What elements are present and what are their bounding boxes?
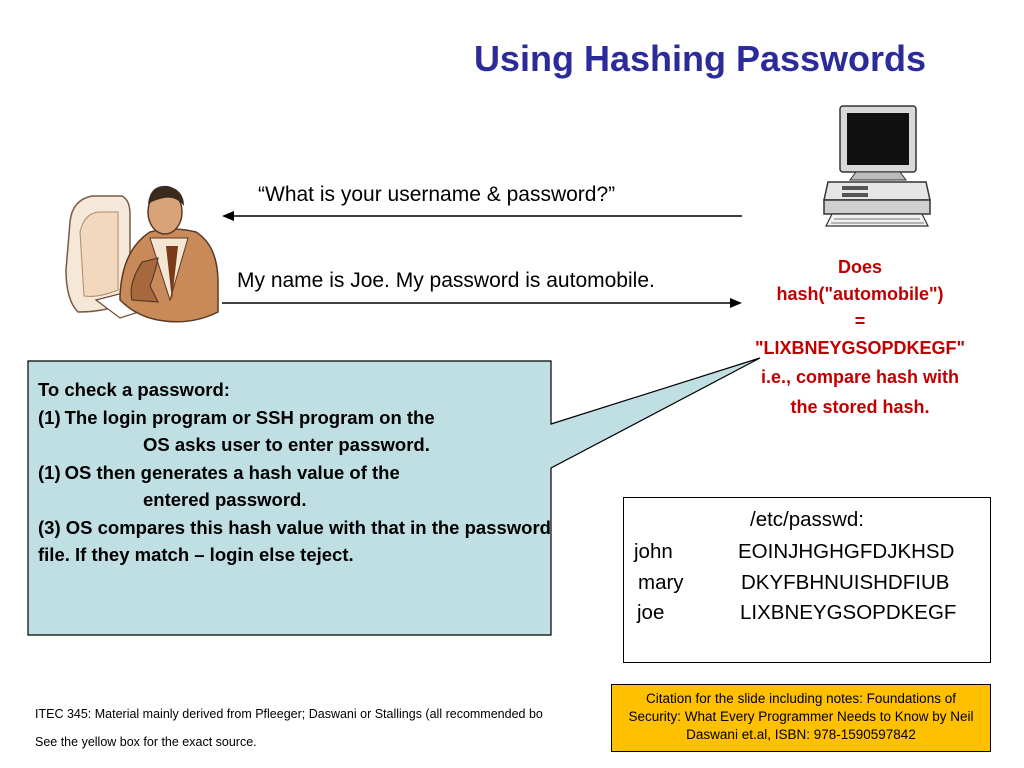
answer-arrow — [222, 298, 742, 308]
check-line-2: hash("automobile") — [776, 284, 944, 304]
question-arrow — [222, 211, 742, 221]
callout-heading: To check a password: — [38, 379, 230, 400]
check-line-5: i.e., compare hash with — [760, 367, 960, 387]
footer-source-note: ITEC 345: Material mainly derived from Pfleeger; Daswani or Stallings (all recommended bo — [35, 707, 543, 721]
user-clipart — [66, 186, 218, 322]
passwd-hash: EOINJHGHGFDJKHSD — [738, 540, 955, 563]
slide-title: Using Hashing Passwords — [473, 38, 927, 79]
callout-step-1-cont: OS asks user to enter password. — [143, 434, 430, 455]
hash-check-text — [740, 254, 980, 417]
callout-step-2-cont: entered password. — [143, 489, 307, 510]
footer-see-box-note: See the yellow box for the exact source. — [35, 735, 257, 749]
passwd-user: mary — [638, 571, 684, 594]
check-line-3: = — [854, 311, 866, 331]
passwd-file-box — [623, 497, 991, 663]
passwd-user: john — [634, 540, 673, 563]
user-response-text: My name is Joe. My password is automobile. — [237, 269, 655, 292]
callout-step-1 — [38, 404, 553, 432]
callout-text — [38, 376, 553, 569]
passwd-file-title: /etc/passwd: — [750, 508, 864, 531]
step-2-text: OS then generates a hash value of the — [64, 461, 400, 483]
step-1-text: The login program or SSH program on the — [64, 406, 435, 428]
check-line-4: "LIXBNEYGSOPDKEGF" — [754, 338, 966, 358]
callout-step-3: (3) OS compares this hash value with that in the password file. If they match – login else teject. — [38, 516, 551, 565]
callout-step-2 — [38, 459, 553, 487]
passwd-hash: DKYFBHNUISHDFIUB — [741, 571, 950, 594]
citation-box: Citation for the slide including notes: Foundations of Security: What Every Programmer Needs to Know by Neil Daswani et.al, ISBN: 978-1590597842 — [611, 684, 991, 752]
passwd-user: joe — [637, 601, 665, 624]
passwd-hash: LIXBNEYGSOPDKEGF — [740, 601, 957, 624]
step-2-number: (1) — [38, 461, 61, 483]
computer-clipart — [824, 106, 930, 226]
check-line-6: the stored hash. — [790, 397, 930, 417]
check-line-1: Does — [837, 257, 882, 277]
step-1-number: (1) — [38, 406, 61, 428]
password-prompt-text: “What is your username & password?” — [258, 183, 616, 206]
